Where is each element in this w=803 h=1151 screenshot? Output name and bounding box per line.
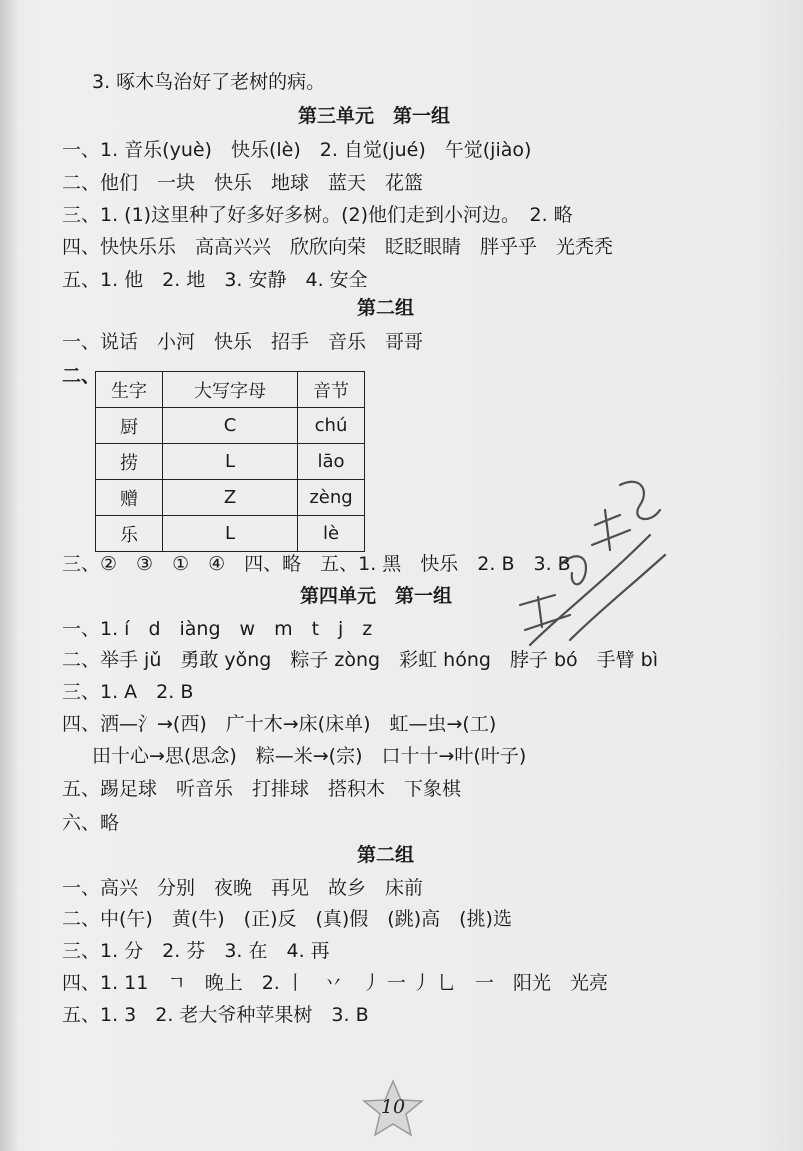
answer-line: 3. 啄木鸟治好了老树的病。 <box>92 71 326 93</box>
answer-line: 田十心→思(思念) 粽—米→(宗) 口十十→叶(叶子) <box>92 745 527 767</box>
table-cell: 乐 <box>96 516 163 552</box>
answer-line: 二、他们 一块 快乐 地球 蓝天 花篮 <box>62 172 424 194</box>
answer-line: 三、1. (1)这里种了好多好多树。(2)他们走到小河边。 2. 略 <box>62 204 573 226</box>
table-header: 生字 <box>96 372 163 408</box>
table-cell: lāo <box>298 444 365 480</box>
answer-line: 三、1. A 2. B <box>62 681 194 703</box>
page-number-badge <box>358 1078 428 1138</box>
answer-line: 四、快快乐乐 高高兴兴 欣欣向荣 眨眨眼睛 胖乎乎 光秃秃 <box>62 236 614 258</box>
unit3-group2-heading: 第二组 <box>357 297 415 319</box>
table-row <box>96 516 365 552</box>
answer-line: 一、1. 音乐(yuè) 快乐(lè) 2. 自觉(jué) 午觉(jiào) <box>62 139 532 161</box>
table-cell: zèng <box>298 480 365 516</box>
answer-line: 一、1. í d iàng w m t j z <box>62 618 373 640</box>
answer-line: 六、略 <box>62 812 120 834</box>
page-number: 10 <box>380 1096 406 1118</box>
table-cell: 捞 <box>96 444 163 480</box>
table-cell: Z <box>163 480 298 516</box>
answer-table <box>95 371 365 552</box>
binding-shadow <box>0 0 18 1151</box>
answer-line: 五、1. 3 2. 老大爷种苹果树 3. B <box>62 1004 369 1026</box>
table-cell: L <box>163 516 298 552</box>
table-cell: C <box>163 408 298 444</box>
table-cell: 赠 <box>96 480 163 516</box>
answer-line: 四、洒—氵→(西) 广十木→床(床单) 虹—虫→(工) <box>62 713 497 735</box>
handwritten-watermark <box>500 455 680 655</box>
table-cell: lè <box>298 516 365 552</box>
answer-line: 三、② ③ ① ④ 四、略 五、1. 黑 快乐 2. B 3. B <box>62 553 571 575</box>
answer-line: 五、1. 他 2. 地 3. 安静 4. 安全 <box>62 269 368 291</box>
answer-line: 一、说话 小河 快乐 招手 音乐 哥哥 <box>62 331 424 353</box>
answer-line: 三、1. 分 2. 芬 3. 在 4. 再 <box>62 940 330 962</box>
table-cell: 厨 <box>96 408 163 444</box>
unit4-group1-heading: 第四单元 第一组 <box>300 585 453 607</box>
table-cell: L <box>163 444 298 480</box>
table-header: 音节 <box>298 372 365 408</box>
table-row <box>96 444 365 480</box>
answer-line: 五、踢足球 听音乐 打排球 搭积木 下象棋 <box>62 778 462 800</box>
answer-line: 二、举手 jǔ 勇敢 yǒng 粽子 zòng 彩虹 hóng 脖子 bó 手臂 bì <box>62 649 659 671</box>
table-row <box>96 408 365 444</box>
answer-label: 二、 <box>62 365 101 387</box>
unit4-group2-heading: 第二组 <box>357 844 415 866</box>
table-cell: chú <box>298 408 365 444</box>
unit3-group1-heading: 第三单元 第一组 <box>298 105 451 127</box>
table-header-row <box>96 372 365 408</box>
table-header: 大写字母 <box>163 372 298 408</box>
table-row <box>96 480 365 516</box>
answer-line: 一、高兴 分别 夜晚 再见 故乡 床前 <box>62 877 424 899</box>
answer-line: 二、中(午) 黄(牛) (正)反 (真)假 (跳)高 (挑)选 <box>62 908 512 930</box>
answer-line: 四、1. 11 ㄱ 晚上 2. 丨 丷 丿 一 丿 乚 一 阳光 光亮 <box>62 972 608 994</box>
